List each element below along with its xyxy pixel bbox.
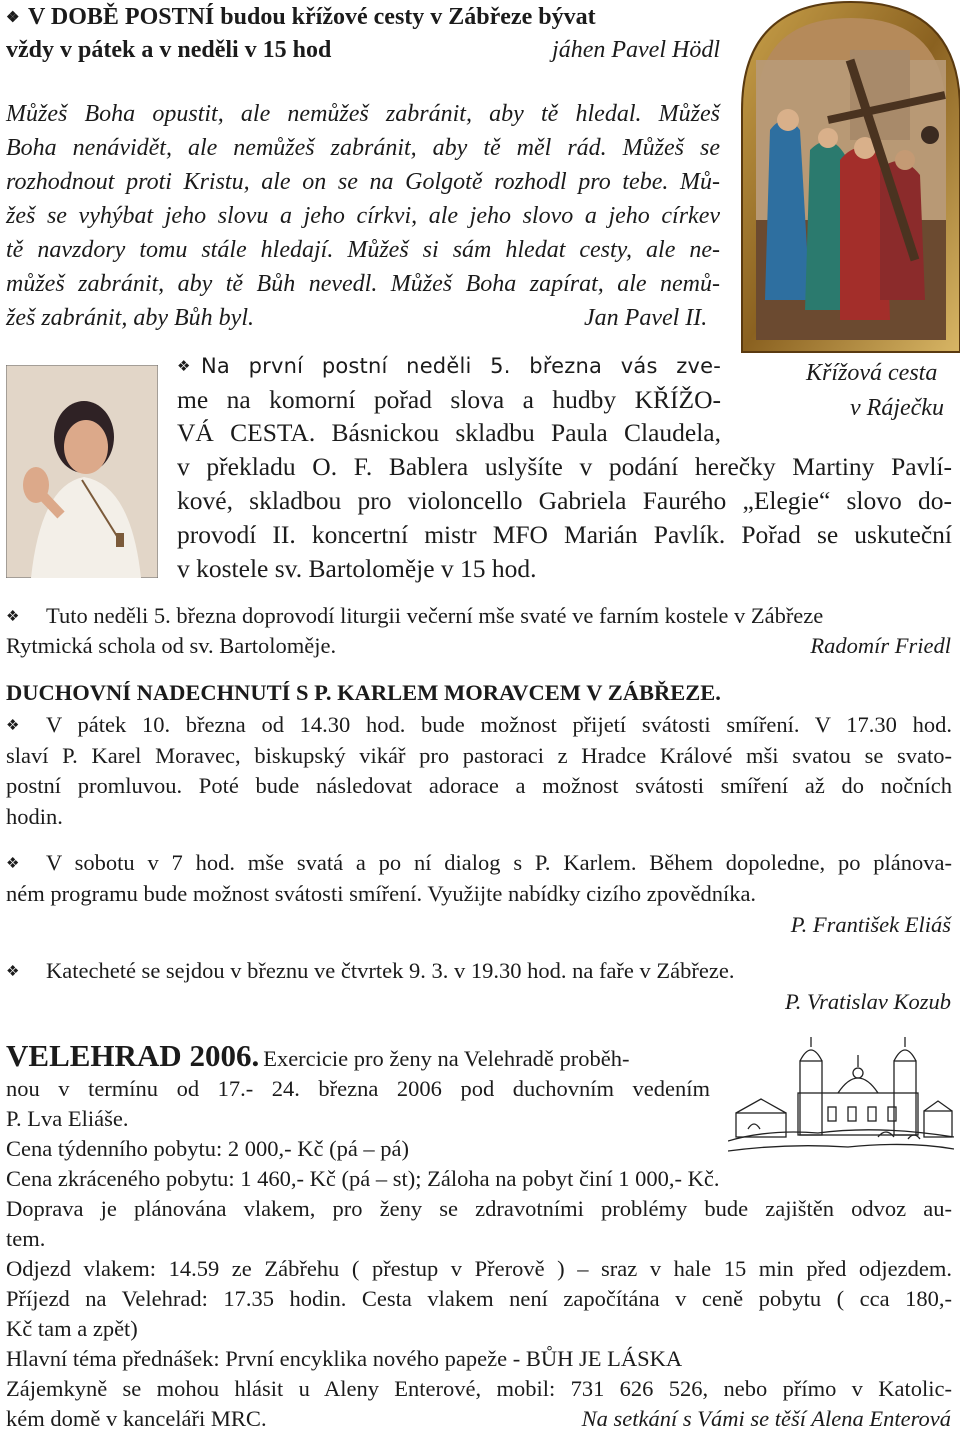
event1-line-6: provodí II. koncertní mistr MFO Marián Pavlík. Pořad se uskuteční bbox=[177, 520, 952, 549]
headline-line-1 bbox=[6, 4, 596, 31]
catechists-signature: P. Vratislav Kozub bbox=[784, 989, 951, 1014]
retreat-p1-text: V pátek 10. března od 14.30 hod. bude možnost přijetí svátosti smíření. V 17.30 hod. bbox=[46, 712, 952, 737]
headline-signature: jáhen Pavel Hödl bbox=[552, 37, 720, 63]
basilica-sketch bbox=[728, 1033, 954, 1163]
velehrad-signature: Na setkání s Vámi se těší Alena Enterová bbox=[581, 1406, 951, 1431]
bullet-icon: ❖ bbox=[6, 856, 20, 872]
quote-line: můžeš zabránit, aby tě Bůh nevedl. Můžeš Boha zapírat, ale nemů- bbox=[6, 271, 720, 297]
retreat-signature: P. František Eliáš bbox=[790, 912, 951, 937]
quote-line: tě navzdory tomu stále hledají. Můžeš si sám hledat cesty, ale ne- bbox=[6, 237, 720, 263]
event1-line-3: VÁ CESTA. Básnickou skladbu Paula Claudela, bbox=[177, 418, 721, 447]
quote-line: Můžeš Boha opustit, ale nemůžeš zabránit, aby tě hledal. Můžeš bbox=[6, 101, 720, 127]
velehrad-line-11: Hlavní téma přednášek: První encyklika nového papeže - BŮH JE LÁSKA bbox=[6, 1346, 683, 1371]
quote-last-line: žeš zabránit, aby Bůh byl. bbox=[6, 305, 254, 331]
quote-line: rozhodnout proti Kristu, ale on se na Golgotě rozhodl pro tebe. Mů- bbox=[6, 169, 720, 195]
event1-text-1: Na první postní neděli 5. března vás zve- bbox=[201, 354, 721, 378]
velehrad-line-3: P. Lva Eliáše. bbox=[6, 1106, 129, 1131]
retreat-p1-line: slaví P. Karel Moravec, biskupský vikář pro pastoraci z Hradce Králové mši svatou se svato- bbox=[6, 743, 952, 768]
event2-line-1 bbox=[6, 603, 823, 629]
velehrad-line-6: Doprava je plánována vlakem, pro ženy se zdravotními problémy bude zajištěn odvoz au- bbox=[6, 1196, 952, 1221]
velehrad-line-2: nou v termínu od 17.- 24. března 2006 pod duchovním vedením bbox=[6, 1076, 710, 1101]
headline-text-1: V DOBĚ POSTNÍ budou křížové cesty v Zábřeze bývat bbox=[28, 4, 596, 30]
retreat-heading: DUCHOVNÍ NADECHNUTÍ S P. KARLEM MORAVCEM V ZÁBŘEZE. bbox=[6, 680, 721, 705]
velehrad-line-9: Příjezd na Velehrad: 17.35 hodin. Cesta vlakem není započítána v ceně pobytu ( cca 180,- bbox=[6, 1286, 952, 1311]
stations-of-the-cross-painting bbox=[740, 0, 960, 354]
velehrad-line-8: Odjezd vlakem: 14.59 ze Zábřehu ( přestup v Přerově ) – sraz v hale 15 min před odjezdem. bbox=[6, 1256, 952, 1281]
bullet-icon: ❖ bbox=[6, 609, 20, 625]
event1-line-7: v kostele sv. Bartoloměje v 15 hod. bbox=[177, 554, 537, 583]
velehrad-text-1: Exercicie pro ženy na Velehradě proběh- bbox=[263, 1046, 630, 1071]
presenter-photo bbox=[6, 365, 158, 578]
event1-line-5: kové, skladbou pro violoncello Gabriela Faurého „Elegie“ slovo do- bbox=[177, 486, 952, 515]
event1-line-2: me na komorní pořad slova a hudby KŘÍŽO- bbox=[177, 385, 721, 414]
event1-line-4: v překladu O. F. Bablera uslyšíte v podání herečky Martiny Pavlí- bbox=[177, 452, 952, 481]
retreat-p1-line bbox=[6, 712, 952, 738]
bullet-icon: ❖ bbox=[177, 357, 191, 375]
bullet-icon: ❖ bbox=[6, 718, 20, 734]
velehrad-title: VELEHRAD 2006. bbox=[6, 1038, 260, 1073]
velehrad-line-1 bbox=[6, 1038, 710, 1074]
retreat-p1-line: postní promluvou. Poté bude následovat adorace a možnost svátosti smíření až do nočních bbox=[6, 773, 952, 798]
bullet-icon: ❖ bbox=[6, 964, 20, 980]
event2-signature: Radomír Friedl bbox=[810, 633, 951, 658]
catechists-text: Katecheté se sejdou v březnu ve čtvrtek 9. 3. v 19.30 hod. na faře v Zábřeze. bbox=[46, 958, 735, 983]
quote-author: Jan Pavel II. bbox=[584, 305, 708, 331]
event1-line-1 bbox=[177, 354, 721, 378]
velehrad-line-12: Zájemkyně se mohou hlásit u Aleny Enterové, mobil: 731 626 526, nebo přímo v Katolic- bbox=[6, 1376, 952, 1401]
retreat-p2-line bbox=[6, 850, 952, 876]
painting-caption-1: Křížová cesta bbox=[806, 360, 938, 386]
quote-line: žeš se vyhýbat jeho slovu a jeho církvi, ale jeho slovo a jeho církev bbox=[6, 203, 720, 229]
catechists-line bbox=[6, 958, 734, 984]
retreat-p1-last: hodin. bbox=[6, 804, 63, 829]
velehrad-line-13: kém domě v kanceláři MRC. bbox=[6, 1406, 267, 1431]
retreat-p2-last: ném programu bude možnost svátosti smíření. Využijte nabídky cizího zpovědníka. bbox=[6, 881, 757, 906]
velehrad-line-7: tem. bbox=[6, 1226, 46, 1251]
velehrad-line-10: Kč tam a zpět) bbox=[6, 1316, 138, 1341]
velehrad-line-4: Cena týdenního pobytu: 2 000,- Kč (pá – pá) bbox=[6, 1136, 410, 1161]
event2-line-2: Rytmická schola od sv. Bartoloměje. bbox=[6, 633, 337, 658]
headline-line-2: vždy v pátek a v neděli v 15 hod bbox=[6, 37, 332, 63]
quote-line: Boha nenávidět, ale nemůžeš zabránit, aby tě měl rád. Můžeš se bbox=[6, 135, 720, 161]
retreat-p2-text: V sobotu v 7 hod. mše svatá a po ní dialog s P. Karlem. Během dopoledne, po plánova- bbox=[46, 850, 952, 875]
bullet-icon: ❖ bbox=[6, 10, 20, 26]
event2-text-1: Tuto neděli 5. března doprovodí liturgii večerní mše svaté ve farním kostele v Zábřeze bbox=[46, 603, 824, 628]
velehrad-line-5: Cena zkráceného pobytu: 1 460,- Kč (pá – st); Záloha na pobyt činí 1 000,- Kč. bbox=[6, 1166, 720, 1191]
painting-caption-2: v Ráječku bbox=[850, 395, 944, 421]
